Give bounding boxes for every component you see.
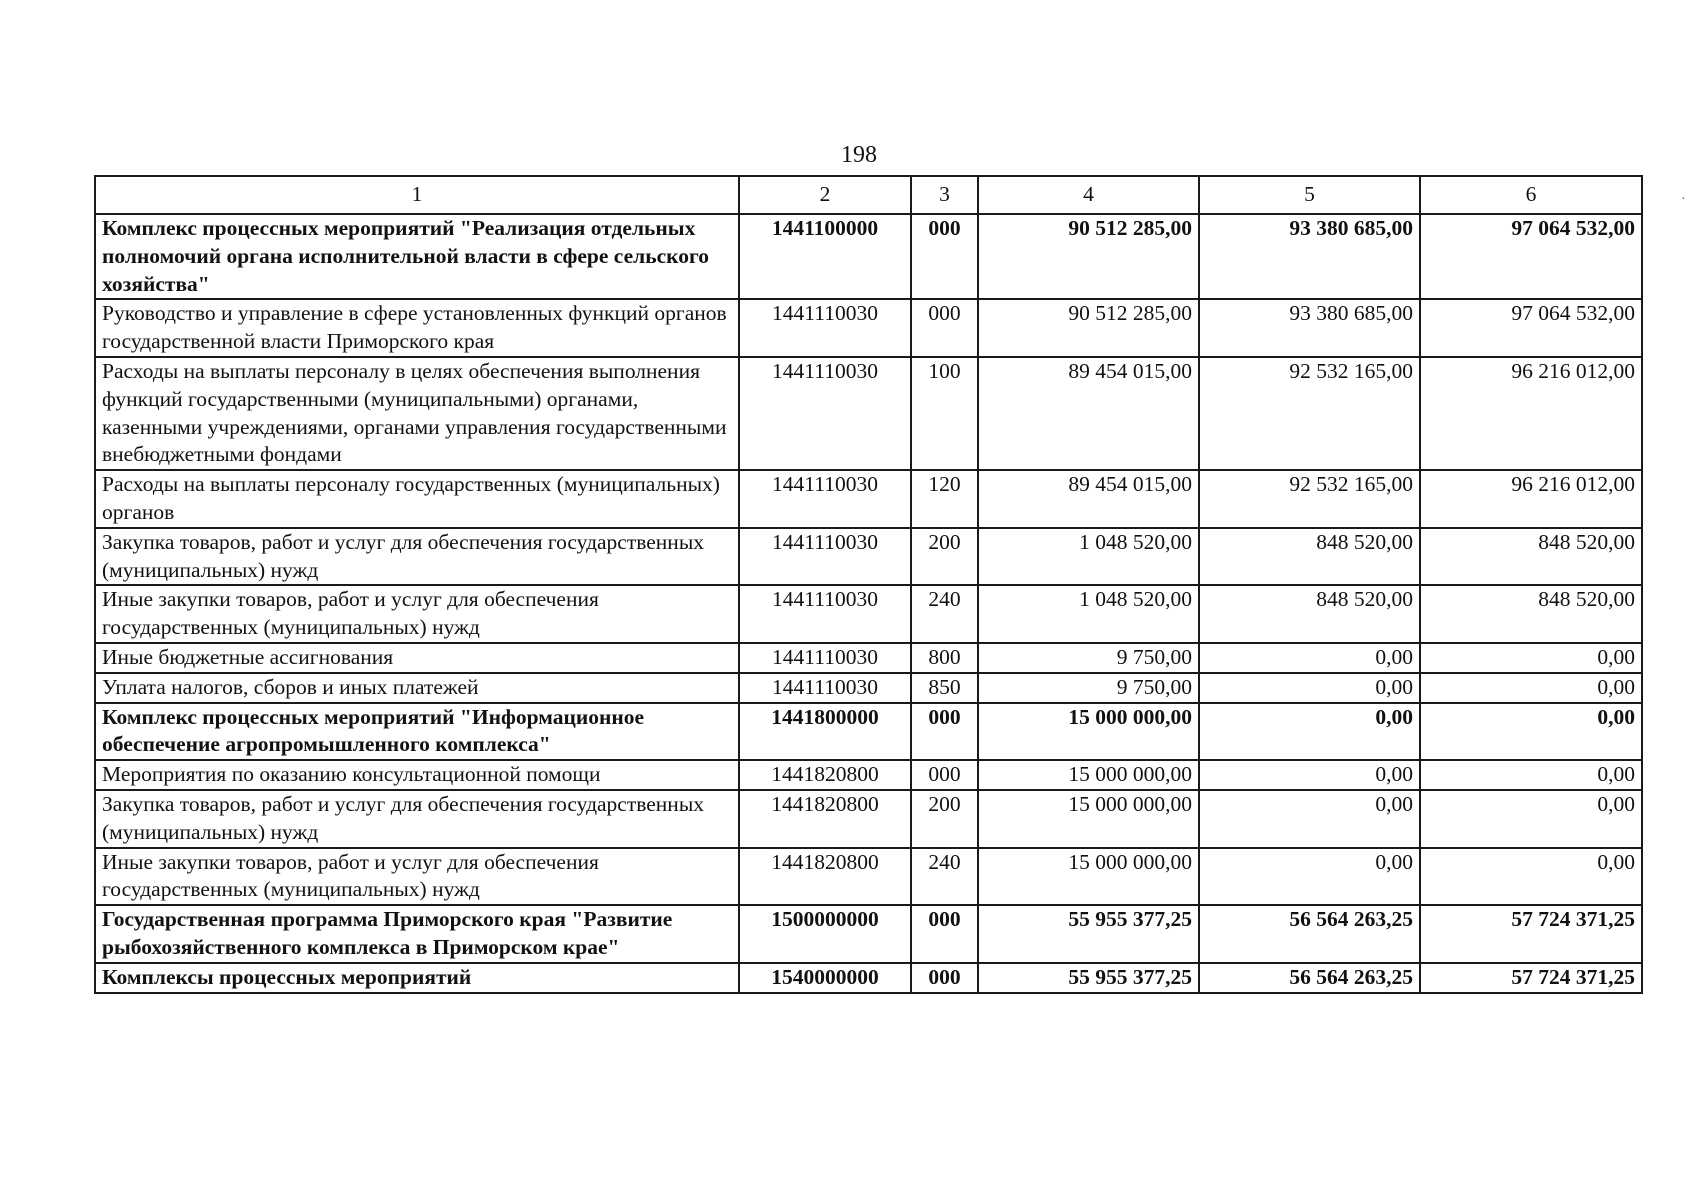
row-amount-year-1: 89 454 015,00	[978, 357, 1199, 470]
row-amount-year-2: 93 380 685,00	[1199, 299, 1420, 357]
column-header-6: 6	[1420, 176, 1642, 214]
row-amount-year-1: 1 048 520,00	[978, 585, 1199, 643]
row-description: Расходы на выплаты персоналу государственных (муниципальных) органов	[95, 470, 739, 528]
table-row	[95, 299, 1642, 357]
margin-mark: ·	[1681, 192, 1686, 207]
column-header-5: 5	[1199, 176, 1420, 214]
row-expense-type: 000	[911, 963, 978, 993]
row-amount-year-2: 56 564 263,25	[1199, 963, 1420, 993]
row-description: Государственная программа Приморского края "Развитие рыбохозяйственного комплекса в Приморском крае"	[95, 905, 739, 963]
column-header-3: 3	[911, 176, 978, 214]
row-expense-type: 000	[911, 760, 978, 790]
row-amount-year-3: 57 724 371,25	[1420, 905, 1642, 963]
row-amount-year-2: 0,00	[1199, 848, 1420, 906]
table-row	[95, 703, 1642, 761]
row-amount-year-2: 848 520,00	[1199, 528, 1420, 586]
row-description: Руководство и управление в сфере установленных функций органов государственной власти Приморского края	[95, 299, 739, 357]
row-amount-year-3: 0,00	[1420, 643, 1642, 673]
row-target-code: 1540000000	[739, 963, 911, 993]
row-amount-year-3: 57 724 371,25	[1420, 963, 1642, 993]
table-body	[95, 214, 1642, 993]
row-expense-type: 800	[911, 643, 978, 673]
row-target-code: 1441820800	[739, 790, 911, 848]
row-target-code: 1441110030	[739, 470, 911, 528]
row-amount-year-1: 15 000 000,00	[978, 703, 1199, 761]
row-description: Комплекс процессных мероприятий "Информационное обеспечение агропромышленного комплекса"	[95, 703, 739, 761]
row-amount-year-2: 0,00	[1199, 760, 1420, 790]
row-description: Закупка товаров, работ и услуг для обеспечения государственных (муниципальных) нужд	[95, 528, 739, 586]
row-amount-year-1: 1 048 520,00	[978, 528, 1199, 586]
row-description: Закупка товаров, работ и услуг для обеспечения государственных (муниципальных) нужд	[95, 790, 739, 848]
row-amount-year-3: 96 216 012,00	[1420, 357, 1642, 470]
column-header-1: 1	[95, 176, 739, 214]
budget-table	[94, 175, 1643, 994]
row-amount-year-1: 15 000 000,00	[978, 848, 1199, 906]
row-expense-type: 850	[911, 673, 978, 703]
row-expense-type: 200	[911, 790, 978, 848]
row-target-code: 1441110030	[739, 528, 911, 586]
row-expense-type: 240	[911, 848, 978, 906]
row-expense-type: 100	[911, 357, 978, 470]
row-description: Мероприятия по оказанию консультационной помощи	[95, 760, 739, 790]
row-description: Комплексы процессных мероприятий	[95, 963, 739, 993]
row-expense-type: 000	[911, 214, 978, 299]
row-target-code: 1441110030	[739, 673, 911, 703]
row-target-code: 1441100000	[739, 214, 911, 299]
row-amount-year-2: 56 564 263,25	[1199, 905, 1420, 963]
row-amount-year-2: 0,00	[1199, 703, 1420, 761]
row-target-code: 1441110030	[739, 643, 911, 673]
row-expense-type: 240	[911, 585, 978, 643]
row-description: Иные закупки товаров, работ и услуг для обеспечения государственных (муниципальных) нужд	[95, 848, 739, 906]
table-row	[95, 760, 1642, 790]
row-target-code: 1441110030	[739, 299, 911, 357]
row-amount-year-1: 90 512 285,00	[978, 214, 1199, 299]
row-amount-year-2: 0,00	[1199, 790, 1420, 848]
row-description: Уплата налогов, сборов и иных платежей	[95, 673, 739, 703]
row-amount-year-2: 0,00	[1199, 673, 1420, 703]
row-amount-year-1: 90 512 285,00	[978, 299, 1199, 357]
row-amount-year-3: 848 520,00	[1420, 528, 1642, 586]
row-expense-type: 000	[911, 299, 978, 357]
row-amount-year-3: 97 064 532,00	[1420, 299, 1642, 357]
table-row	[95, 963, 1642, 993]
row-expense-type: 000	[911, 905, 978, 963]
row-target-code: 1441110030	[739, 585, 911, 643]
row-target-code: 1441110030	[739, 357, 911, 470]
table-row	[95, 214, 1642, 299]
row-amount-year-2: 92 532 165,00	[1199, 470, 1420, 528]
table-row	[95, 790, 1642, 848]
column-header-2: 2	[739, 176, 911, 214]
row-target-code: 1441820800	[739, 848, 911, 906]
row-description: Комплекс процессных мероприятий "Реализация отдельных полномочий органа исполнительной власти в сфере сельского хозяйства"	[95, 214, 739, 299]
row-amount-year-1: 55 955 377,25	[978, 963, 1199, 993]
row-expense-type: 000	[911, 703, 978, 761]
table-row	[95, 848, 1642, 906]
row-amount-year-2: 848 520,00	[1199, 585, 1420, 643]
header-row	[95, 176, 1642, 214]
row-amount-year-3: 0,00	[1420, 760, 1642, 790]
row-amount-year-3: 97 064 532,00	[1420, 214, 1642, 299]
row-target-code: 1441800000	[739, 703, 911, 761]
row-amount-year-2: 92 532 165,00	[1199, 357, 1420, 470]
table-row	[95, 643, 1642, 673]
row-amount-year-1: 89 454 015,00	[978, 470, 1199, 528]
row-amount-year-2: 0,00	[1199, 643, 1420, 673]
column-header-4: 4	[978, 176, 1199, 214]
row-target-code: 1441820800	[739, 760, 911, 790]
row-amount-year-1: 9 750,00	[978, 643, 1199, 673]
row-amount-year-3: 848 520,00	[1420, 585, 1642, 643]
row-amount-year-1: 55 955 377,25	[978, 905, 1199, 963]
table-row	[95, 528, 1642, 586]
table-row	[95, 585, 1642, 643]
row-amount-year-2: 93 380 685,00	[1199, 214, 1420, 299]
row-target-code: 1500000000	[739, 905, 911, 963]
row-description: Иные закупки товаров, работ и услуг для обеспечения государственных (муниципальных) нужд	[95, 585, 739, 643]
row-expense-type: 200	[911, 528, 978, 586]
table-row	[95, 357, 1642, 470]
table-row	[95, 905, 1642, 963]
row-amount-year-3: 0,00	[1420, 848, 1642, 906]
row-amount-year-1: 15 000 000,00	[978, 790, 1199, 848]
row-amount-year-1: 15 000 000,00	[978, 760, 1199, 790]
row-amount-year-3: 96 216 012,00	[1420, 470, 1642, 528]
table-row	[95, 470, 1642, 528]
row-description: Иные бюджетные ассигнования	[95, 643, 739, 673]
row-description: Расходы на выплаты персоналу в целях обеспечения выполнения функций государственными (муниципальными) органами, казенными учреждениями, органами управления государственными внебюджетными фондами	[95, 357, 739, 470]
row-amount-year-1: 9 750,00	[978, 673, 1199, 703]
row-amount-year-3: 0,00	[1420, 790, 1642, 848]
table-row	[95, 673, 1642, 703]
row-expense-type: 120	[911, 470, 978, 528]
row-amount-year-3: 0,00	[1420, 673, 1642, 703]
row-amount-year-3: 0,00	[1420, 703, 1642, 761]
page-number: 198	[841, 142, 877, 168]
